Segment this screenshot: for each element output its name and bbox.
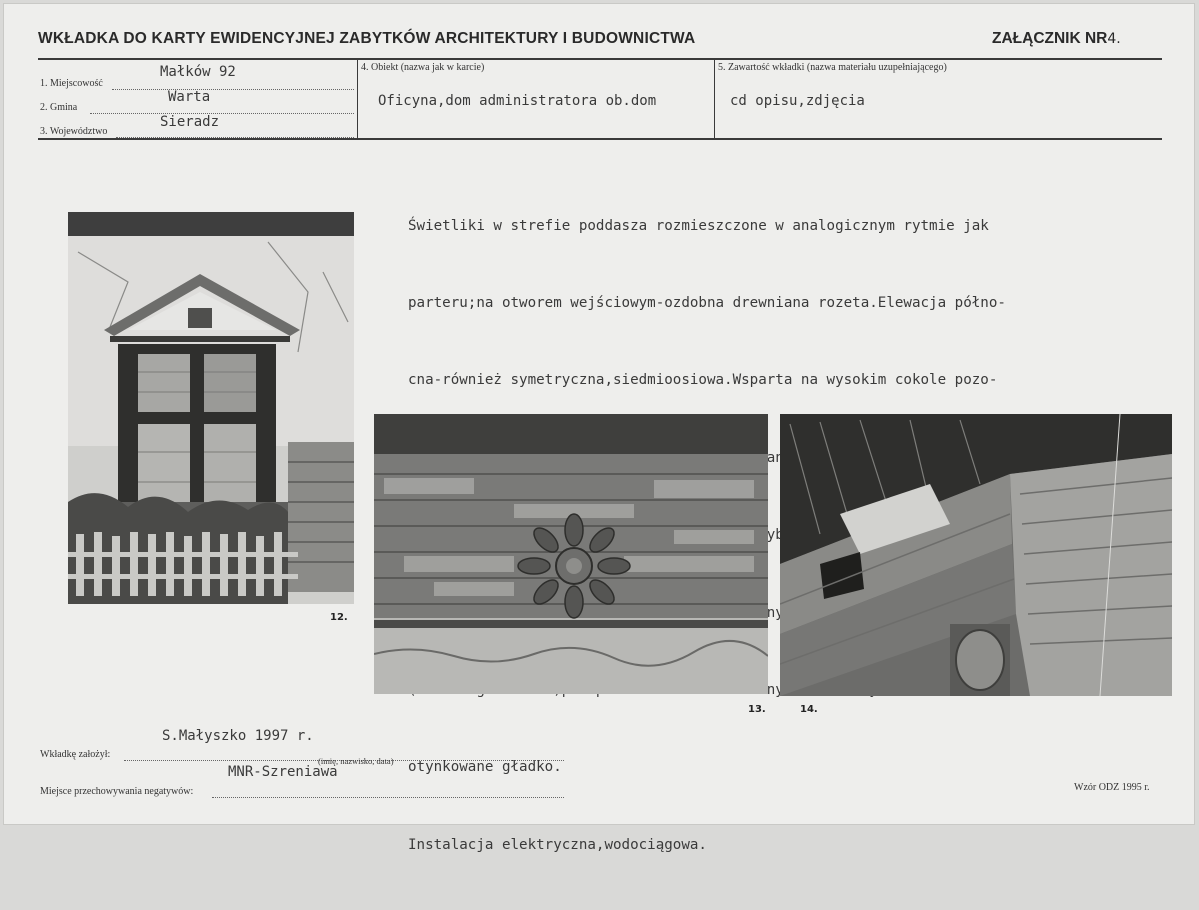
negatives-label: Miejsce przechowywania negatywów: [40,786,194,797]
annex-label-text: ZAŁĄCZNIK NR [992,30,1108,47]
gmina-line [90,113,354,114]
photo-14-number: 14. [800,704,818,715]
wojewodztwo-line [116,137,354,138]
field-divider-1 [357,59,358,139]
annex-number: 4. [1107,31,1121,47]
photo-13-number: 13. [748,704,766,715]
description-line: Instalacja elektryczna,wodociągowa. [408,836,707,853]
negatives-value: MNR-Szreniawa [228,764,338,780]
wojewodztwo-value: Sieradz [160,114,220,130]
photo-13-rosette [374,414,768,694]
miejscowosc-value: Małków 92 [160,64,236,80]
field-divider-2 [714,59,715,139]
annex-label [992,30,1121,48]
zawartosc-value: cd opisu,zdjęcia [730,93,865,109]
miejscowosc-label: 1. Miejscowość [40,78,103,89]
photo-14-image [780,414,1172,696]
obiekt-value: Oficyna,dom administratora ob.dom [378,93,657,109]
photo-13-image [374,414,768,694]
negatives-line [212,797,564,798]
photo-12-image [68,212,354,604]
description-line: parteru;na otworem wejściowym-ozdobna drewniana rozeta.Elewacja półno- [408,294,1006,311]
author-value: S.Małyszko 1997 r. [162,728,314,744]
rosette-shape [518,514,630,618]
author-hint: (imię, nazwisko, data) [318,756,394,766]
photo-12-window [68,212,354,604]
photo-14-corner [780,414,1172,696]
miejscowosc-line [112,89,354,90]
description-line: otynkowane gładko. [408,759,562,776]
gmina-value: Warta [168,89,211,105]
form-version: Wzór ODZ 1995 r. [1074,782,1150,793]
obiekt-label: 4. Obiekt (nazwa jak w karcie) [361,62,485,73]
record-sheet [4,4,1194,853]
form-title: WKŁADKA DO KARTY EWIDENCYJNEJ ZABYTKÓW ARCHITEKTURY I BUDOWNICTWA [38,30,696,47]
wojewodztwo-label: 3. Województwo [40,126,108,137]
gmina-label: 2. Gmina [40,102,78,113]
description-line: Świetliki w strefie poddasza rozmieszczone w analogicznym rytmie jak [408,217,989,234]
description-line: cna-również symetryczna,siedmioosiowa.Wsparta na wysokim cokole pozo- [408,372,998,389]
header-rule-top [38,58,1162,60]
photo-12-number: 12. [330,612,348,623]
author-label: Wkładkę założył: [40,749,111,760]
header-rule-bottom [38,138,1162,140]
zawartosc-label: 5. Zawartość wkładki (nazwa materiału uzupełniającego) [718,62,947,73]
